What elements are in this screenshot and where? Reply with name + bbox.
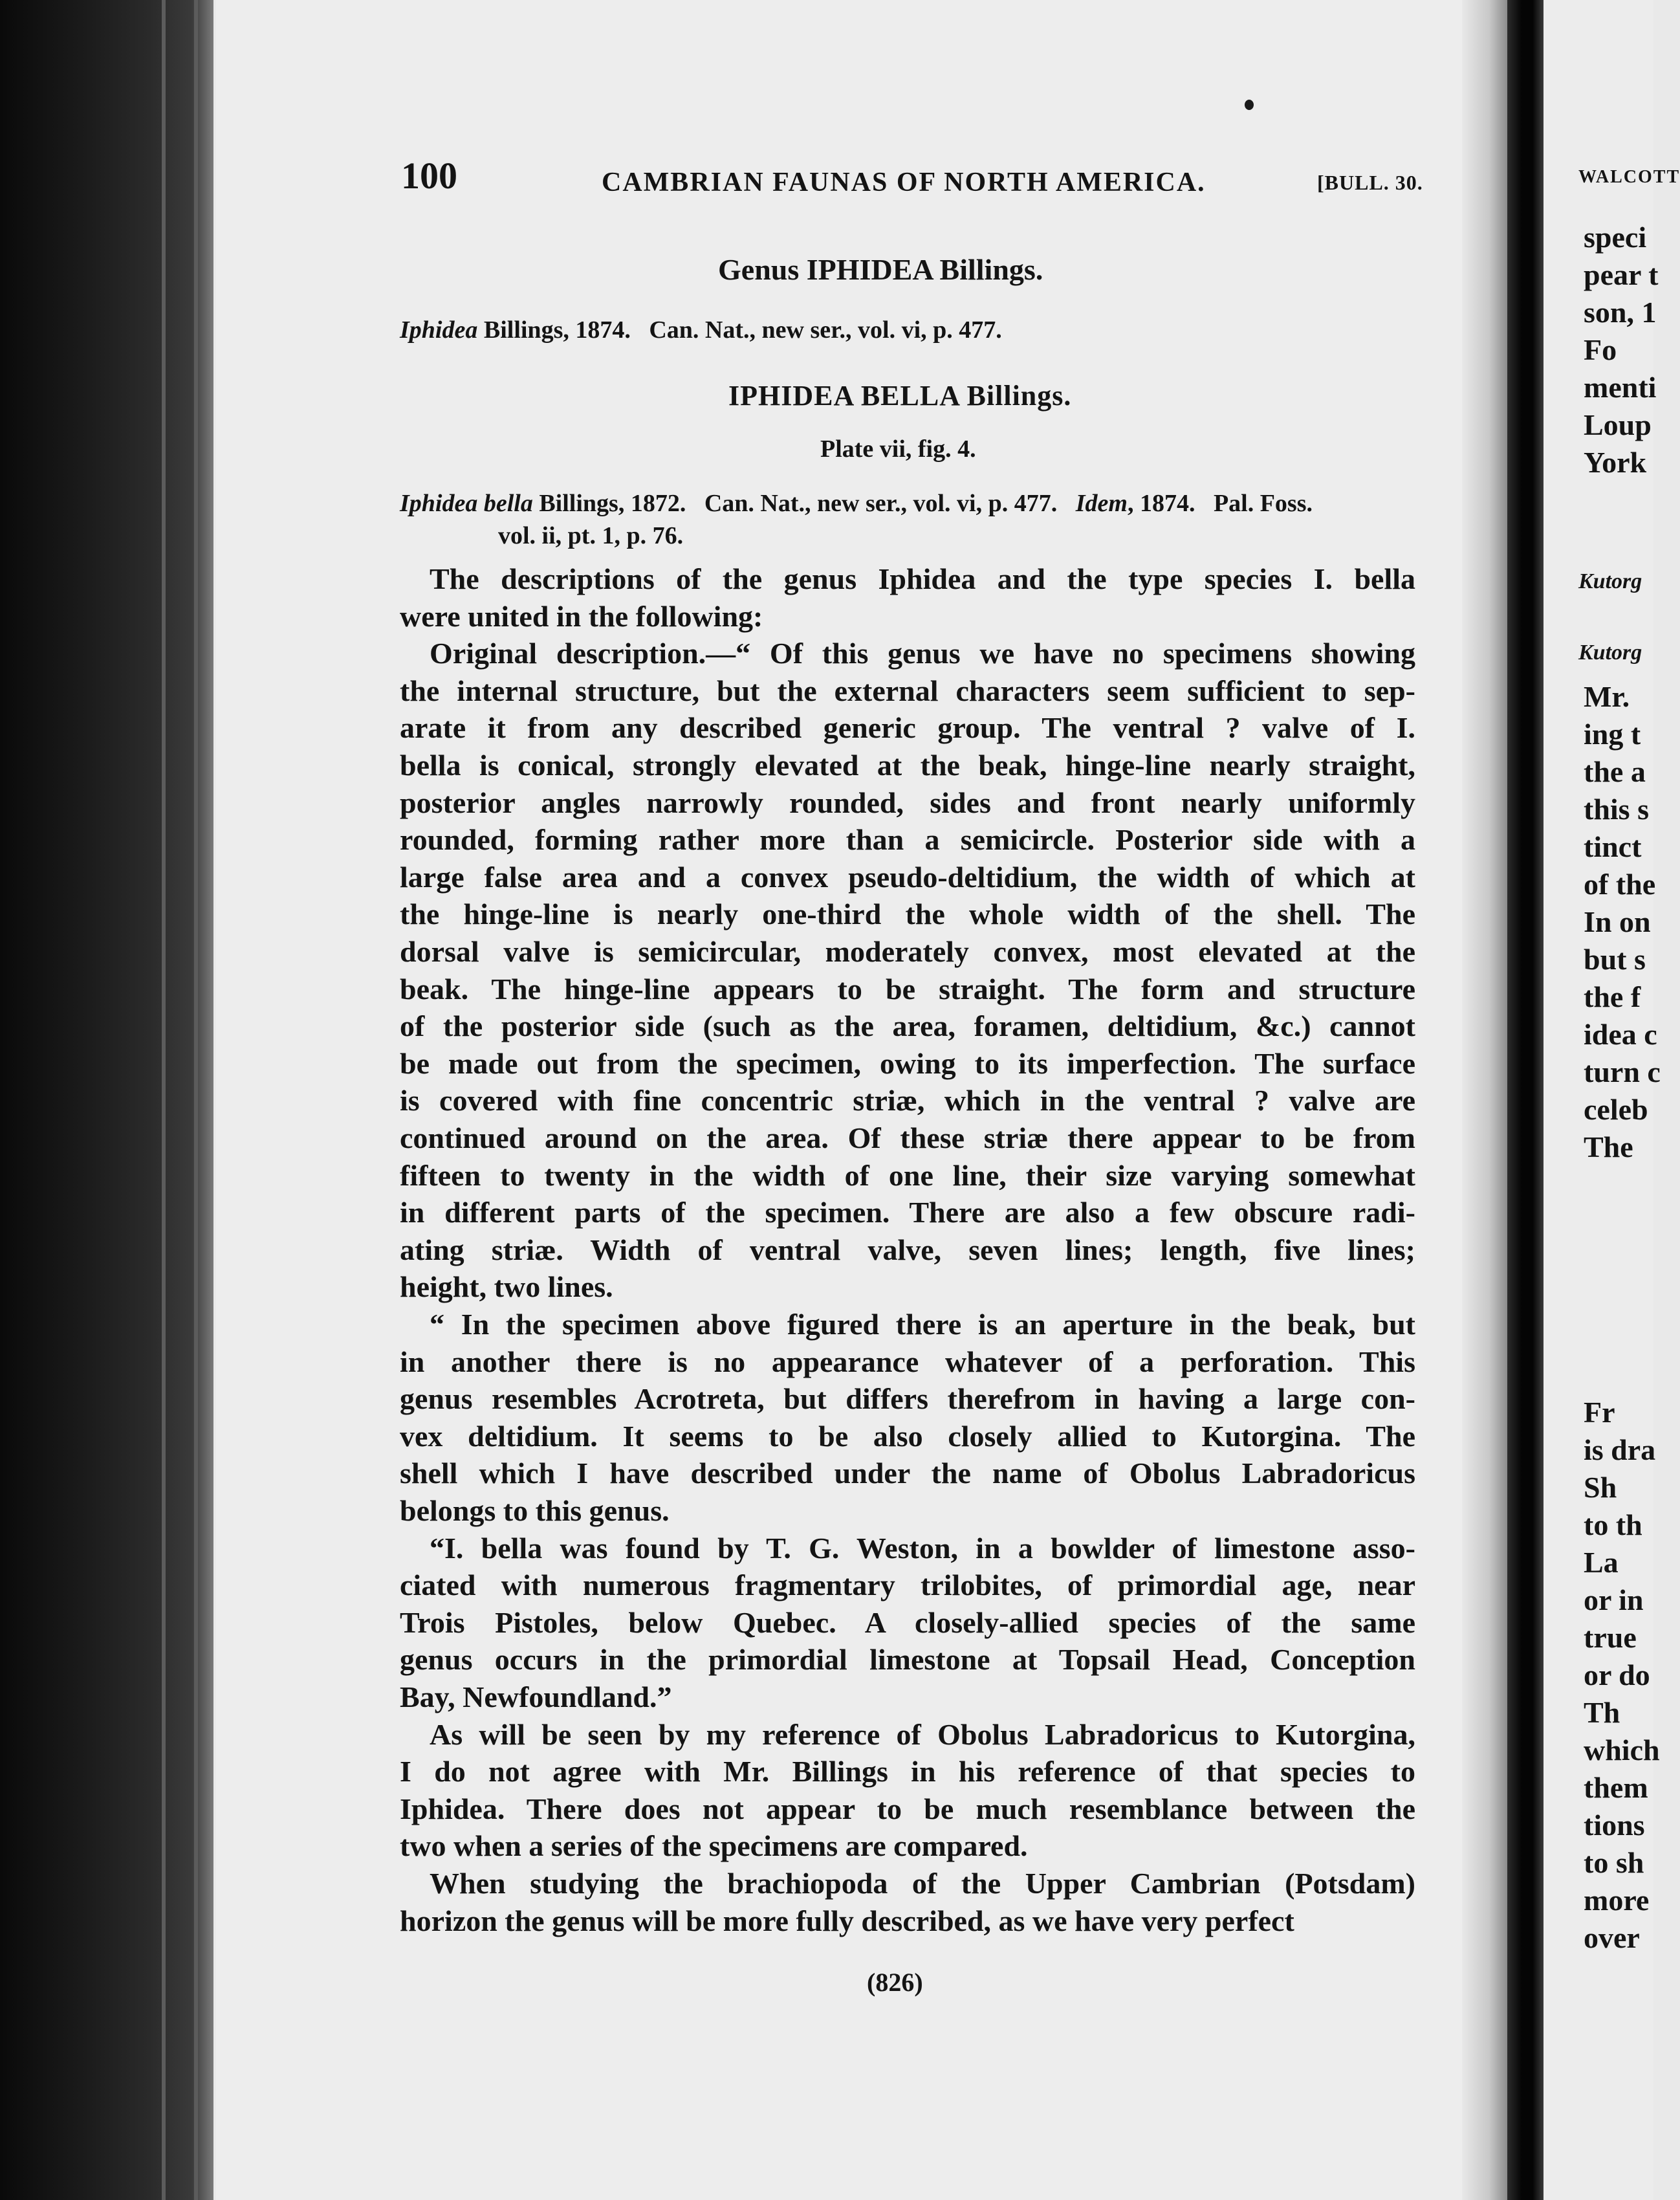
body-line: The descriptions of the genus Iphidea and the type species I. bella (430, 562, 1415, 595)
body-line: Bay, Newfoundland.” (400, 1680, 672, 1713)
species-title: IPHIDEA BELLA Billings. (728, 380, 1072, 412)
bulletin-ref: [BULL. 30. (1317, 171, 1423, 194)
right-page-line: to th (1584, 1508, 1642, 1541)
body-line: two when a series of the specimens are compared. (400, 1829, 1028, 1863)
body-line: height, two lines. (400, 1270, 613, 1304)
right-page-line: Mr. (1584, 680, 1630, 713)
body-line: dorsal valve is semicircular, moderately convex, most elevated at the (400, 935, 1415, 968)
body-line: “I. bella was found by T. G. Weston, in a bowlder of limestone asso- (430, 1531, 1415, 1565)
right-page-line: Kutorg (1578, 641, 1642, 665)
genus-title: Genus IPHIDEA Billings. (718, 253, 1043, 286)
body-line: genus occurs in the primordial limestone at Topsail Head, Conception (400, 1643, 1415, 1677)
species-citation-line-1 (400, 489, 1313, 518)
right-page-line: more (1584, 1884, 1650, 1917)
right-page-line: them (1584, 1771, 1648, 1804)
right-page-line: this s (1584, 793, 1649, 826)
right-page-line: ing t (1584, 718, 1641, 751)
ink-speck (1245, 100, 1254, 110)
right-page-line: true (1584, 1621, 1637, 1654)
right-page-line: speci (1584, 221, 1647, 254)
right-page-line: Fo (1584, 333, 1617, 366)
body-line: be made out from the specimen, owing to its imperfection. The surface (400, 1046, 1415, 1080)
gutter-edge-line (194, 0, 198, 2200)
page-number: 100 (401, 155, 457, 197)
right-page-line: Kutorg (1578, 569, 1642, 593)
right-page-line: or do (1584, 1658, 1650, 1691)
genus-citation-rest: Billings, 1874. Can. Nat., new ser., vol. vi, p. 477. (477, 316, 1002, 344)
body-line: the hinge-line is nearly one-third the whole width of the shell. The (400, 897, 1415, 931)
page-curl-shadow (1462, 0, 1507, 2200)
species-citation-mid: Billings, 1872. Can. Nat., new ser., vol. vi, p. 477. (532, 490, 1076, 517)
right-page-line: turn c (1584, 1055, 1661, 1088)
body-line: When studying the brachiopoda of the Upper Cambrian (Potsdam) (430, 1867, 1415, 1900)
right-page-header: WALCOTT (1578, 167, 1680, 187)
body-line: I do not agree with Mr. Billings in his reference of that species to (400, 1755, 1415, 1788)
right-page-line: tinct (1584, 830, 1642, 863)
body-line: Trois Pistoles, below Quebec. A closely-allied species of the same (400, 1605, 1415, 1639)
right-page-line: to sh (1584, 1846, 1644, 1879)
body-line: “ In the specimen above figured there is an aperture in the beak, but (430, 1308, 1415, 1341)
species-citation-italic: Iphidea bella (400, 490, 533, 517)
right-page-line: In on (1584, 905, 1651, 938)
right-page-line: Fr (1584, 1396, 1615, 1429)
gutter-edge-line (162, 0, 166, 2200)
body-line: of the posterior side (such as the area, foramen, deltidium, &c.) cannot (400, 1009, 1415, 1043)
right-page-line: Sh (1584, 1471, 1617, 1504)
body-line: As will be seen by my reference of Obolus Labradoricus to Kutorgina, (430, 1717, 1415, 1751)
right-page-line: menti (1584, 371, 1657, 404)
body-line: is covered with fine concentric striæ, which in the ventral ? valve are (400, 1084, 1415, 1117)
body-line: ating striæ. Width of ventral valve, seven lines; length, five lines; (400, 1233, 1415, 1266)
body-line: rounded, forming rather more than a semicircle. Posterior side with a (400, 823, 1415, 857)
right-page-line: York (1584, 446, 1647, 479)
right-page-line: the a (1584, 755, 1646, 788)
body-line: vex deltidium. It seems to be also closely allied to Kutorgina. The (400, 1419, 1415, 1453)
running-title: CAMBRIAN FAUNAS OF NORTH AMERICA. (602, 168, 1206, 197)
species-citation-end: , 1874. Pal. Foss. (1127, 490, 1313, 517)
body-line: the internal structure, but the external characters seem sufficient to sep- (400, 674, 1415, 707)
right-page-line: La (1584, 1546, 1619, 1579)
body-line: ciated with numerous fragmentary trilobites, of primordial age, near (400, 1568, 1415, 1602)
book-gutter (0, 0, 213, 2200)
body-line: belongs to this genus. (400, 1494, 670, 1527)
body-line: in another there is no appearance whatever of a perforation. This (400, 1345, 1415, 1378)
right-page-line: The (1584, 1130, 1633, 1163)
body-line: bella is conical, strongly elevated at the beak, hinge-line nearly straight, (400, 749, 1415, 782)
body-line: Original description.—“ Of this genus we have no specimens showing (430, 637, 1415, 670)
body-line: continued around on the area. Of these striæ there appear to be from (400, 1121, 1415, 1154)
species-citation-line-2: vol. ii, pt. 1, p. 76. (498, 522, 684, 549)
body-line: horizon the genus will be more fully described, as we have very perfect (400, 1904, 1294, 1937)
body-line: were united in the following: (400, 599, 763, 633)
body-line: in different parts of the specimen. There are also a few obscure radi- (400, 1196, 1415, 1229)
right-page-line: or in (1584, 1583, 1644, 1616)
right-page-line: of the (1584, 868, 1656, 901)
right-page-line: Loup (1584, 408, 1652, 441)
right-page-line: is dra (1584, 1433, 1656, 1466)
body-line: genus resembles Acrotreta, but differs therefrom in having a large con- (400, 1382, 1415, 1416)
genus-citation-italic: Iphidea (400, 316, 478, 344)
right-page-line: celeb (1584, 1093, 1648, 1126)
right-page-line: pear t (1584, 258, 1659, 291)
body-line: shell which I have described under the name of Obolus Labradoricus (400, 1457, 1415, 1490)
body-line: posterior angles narrowly rounded, sides and front nearly uniformly (400, 786, 1415, 819)
right-page-line: which (1584, 1733, 1660, 1766)
right-page-line: son, 1 (1584, 296, 1657, 329)
book-spine (1507, 0, 1544, 2200)
body-line: arate it from any described generic group. The ventral ? valve of I. (400, 711, 1415, 745)
right-page-line: tions (1584, 1809, 1645, 1842)
species-citation-idem: Idem (1075, 490, 1128, 517)
right-page-fragment (1544, 0, 1680, 2200)
right-page-line: over (1584, 1921, 1640, 1954)
genus-citation (400, 316, 1002, 344)
plate-reference: Plate vii, fig. 4. (820, 435, 976, 463)
right-page-line: the f (1584, 980, 1641, 1013)
body-line: beak. The hinge-line appears to be straight. The form and structure (400, 972, 1415, 1006)
right-page-line: but s (1584, 943, 1646, 976)
body-line: Iphidea. There does not appear to be much resemblance between the (400, 1792, 1415, 1825)
right-page-line: Th (1584, 1696, 1620, 1729)
body-line: large false area and a convex pseudo-deltidium, the width of which at (400, 860, 1415, 894)
right-page-line: idea c (1584, 1018, 1657, 1051)
page-footer-number: (826) (867, 1968, 923, 1997)
body-line: fifteen to twenty in the width of one line, their size varying somewhat (400, 1158, 1415, 1192)
